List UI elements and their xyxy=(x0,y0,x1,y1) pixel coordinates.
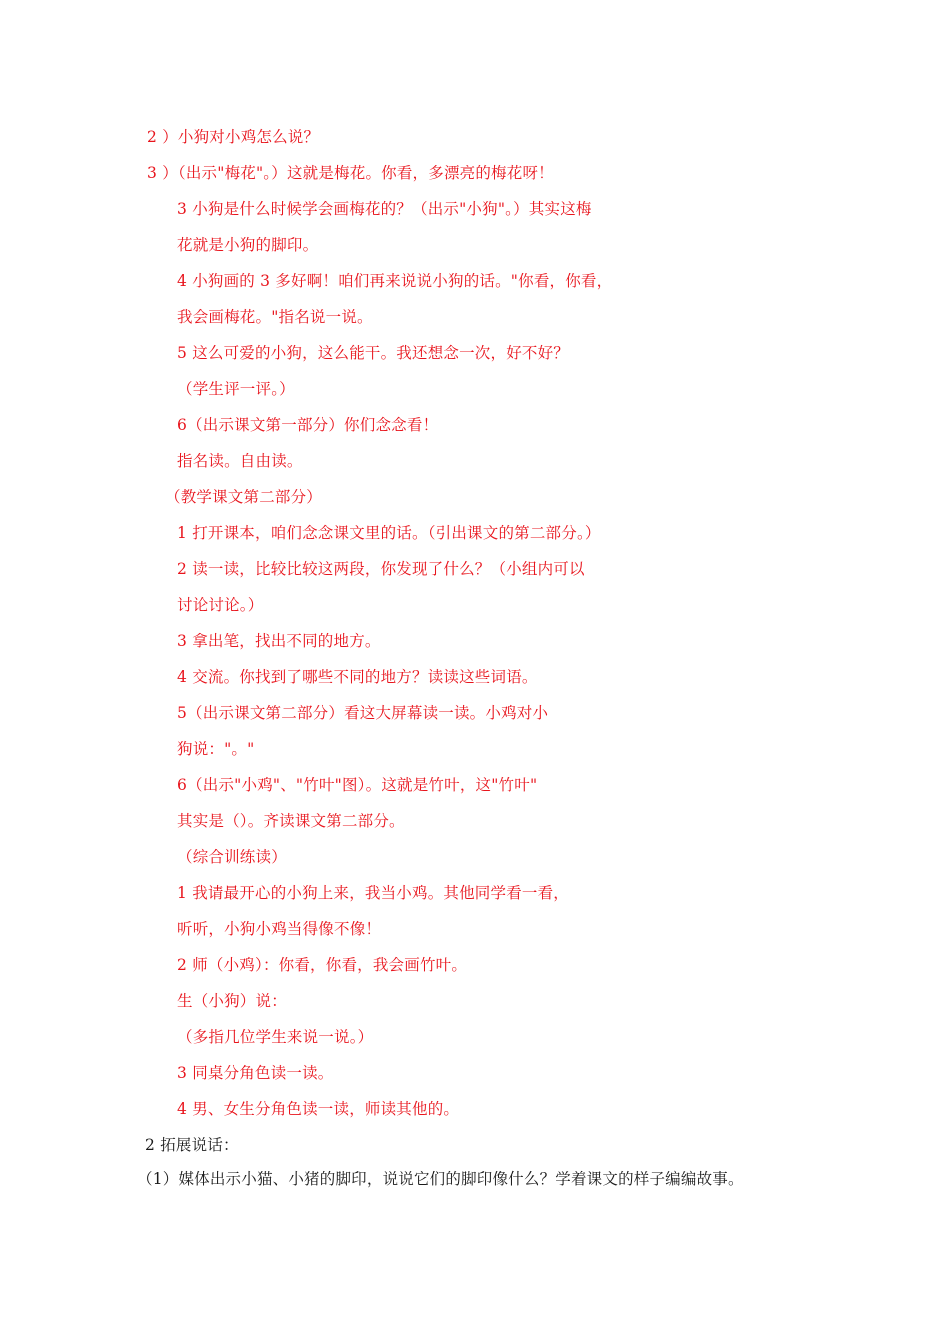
text-line: 3 拿出笔，找出不同的地方。 xyxy=(177,632,381,650)
text-line: 5 这么可爱的小狗，这么能干。我还想念一次，好不好？ xyxy=(177,344,569,362)
text-line: 3 ）（出示"梅花"。）这就是梅花。你看，多漂亮的梅花呀！ xyxy=(147,164,554,182)
text-line: （多指几位学生来说一说。） xyxy=(177,1028,374,1046)
text-line: 2 师（小鸡）：你看，你看，我会画竹叶。 xyxy=(177,956,468,974)
section-heading: （教学课文第二部分） xyxy=(165,488,323,506)
text-line: 5（出示课文第二部分）看这大屏幕读一读。小鸡对小 xyxy=(177,704,549,722)
text-line: 我会画梅花。"指名说一说。 xyxy=(177,308,373,326)
text-line: 花就是小狗的脚印。 xyxy=(177,236,319,254)
text-line: 指名读。自由读。 xyxy=(177,452,303,470)
text-line: 3 小狗是什么时候学会画梅花的？（出示"小狗"。）其实这梅 xyxy=(177,200,592,218)
text-line: 生（小狗）说： xyxy=(177,992,287,1010)
text-line: 1 我请最开心的小狗上来，我当小鸡。其他同学看一看， xyxy=(177,884,569,902)
text-line: 4 交流。你找到了哪些不同的地方？读读这些词语。 xyxy=(177,668,538,686)
text-line: 其实是（）。齐读课文第二部分。 xyxy=(177,812,405,830)
text-line: 1 打开课本，咱们念念课文里的话。（引出课文的第二部分。） xyxy=(177,524,601,542)
section-heading: 2 拓展说话： xyxy=(145,1136,239,1154)
text-line: 讨论讨论。） xyxy=(177,596,264,614)
text-line: 听听，小狗小鸡当得像不像！ xyxy=(177,920,382,938)
text-line: 4 小狗画的 3 多好啊！咱们再来说说小狗的话。"你看，你看， xyxy=(177,272,613,290)
text-line: 6（出示课文第一部分）你们念念看！ xyxy=(177,416,439,434)
text-line: 3 同桌分角色读一读。 xyxy=(177,1064,334,1082)
text-line: 4 男、女生分角色读一读，师读其他的。 xyxy=(177,1100,460,1118)
text-line: （学生评一评。） xyxy=(177,380,295,398)
section-heading: （综合训练读） xyxy=(177,848,287,866)
text-line: 2 读一读，比较比较这两段，你发现了什么？（小组内可以 xyxy=(177,560,585,578)
text-line: 2 ）小狗对小鸡怎么说？ xyxy=(147,128,320,146)
text-line: 狗说："。" xyxy=(177,740,255,758)
text-line: （1）媒体出示小猫、小猪的脚印，说说它们的脚印像什么？学着课文的样子编编故事。 xyxy=(137,1170,744,1188)
text-line: 6（出示"小鸡"、"竹叶"图）。这就是竹叶，这"竹叶" xyxy=(177,776,538,794)
